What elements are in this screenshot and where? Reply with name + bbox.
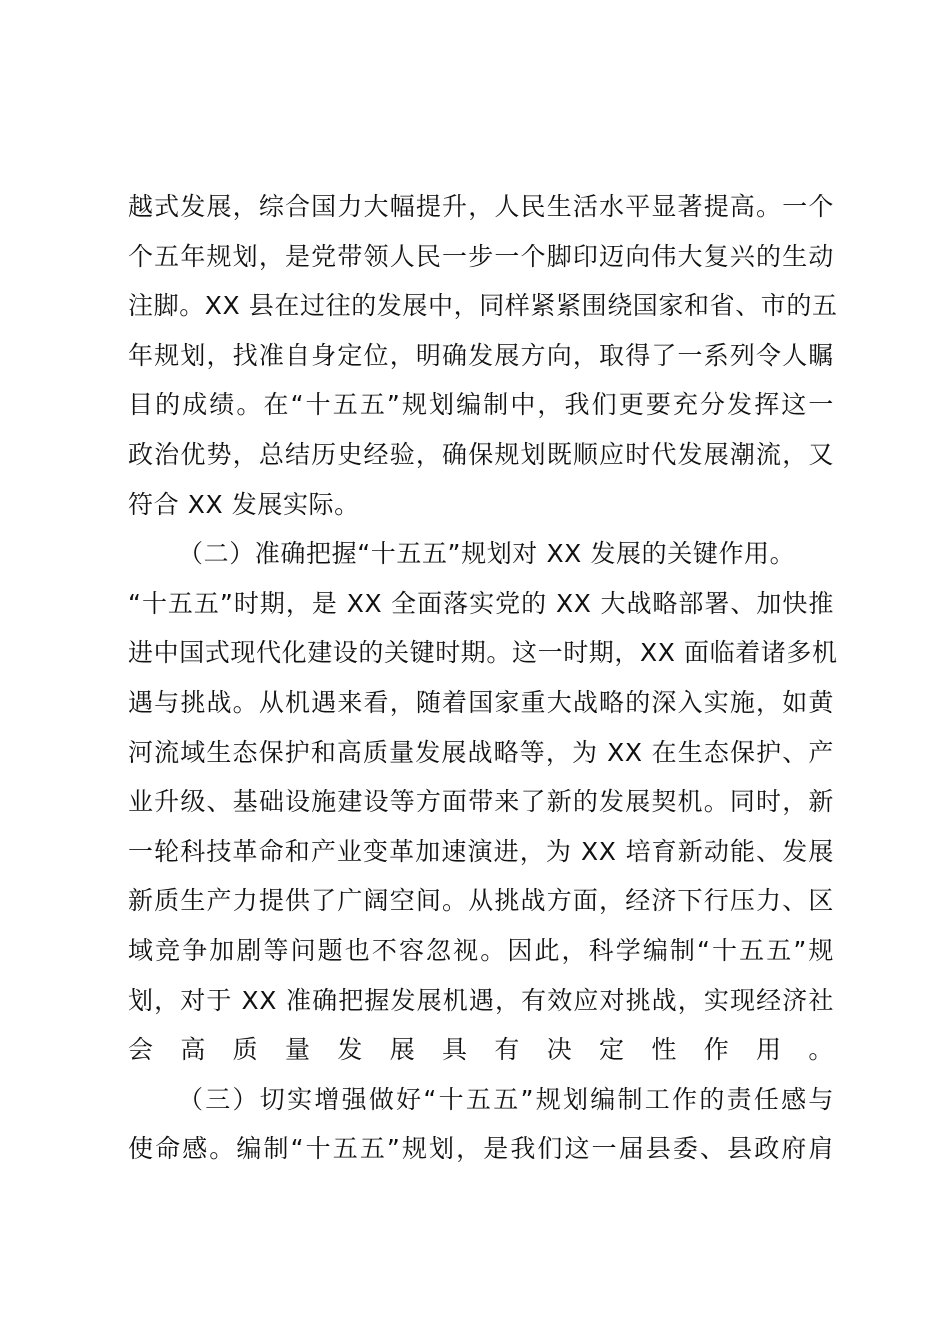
- text-line: 年规划，找准自身定位，明确发展方向，取得了一系列令人瞩: [128, 340, 834, 370]
- text-line: 使命感。编制“十五五”规划，是我们这一届县委、县政府肩: [128, 1134, 834, 1164]
- paragraph-2: [128, 529, 838, 1075]
- text-line: 政治优势，总结历史经验，确保规划既顺应时代发展潮流，又: [128, 439, 834, 469]
- text-line: 进中国式现代化建设的关键时期。这一时期，XX 面临着诸多机: [128, 638, 838, 668]
- text-line: 一轮科技革命和产业变革加速演进，为 XX 培育新动能、发展: [128, 836, 834, 866]
- section-heading-2: （二）准确把握“十五五”规划对 XX 发展的关键作用。: [178, 539, 796, 569]
- text-line: 符合 XX 发展实际。: [128, 489, 360, 519]
- text-line: 新质生产力提供了广阔空间。从挑战方面，经济下行压力、区: [128, 886, 834, 916]
- text-line: 注脚。XX 县在过往的发展中，同样紧紧围绕国家和省、市的五: [128, 291, 838, 321]
- text-line: 河流域生态保护和高质量发展战略等，为 XX 在生态保护、产: [128, 737, 834, 767]
- text-line: 越式发展，综合国力大幅提升，人民生活水平显著提高。一个: [128, 192, 834, 221]
- text-line: 目的成绩。在“十五五”规划编制中，我们更要充分发挥这一: [128, 390, 834, 420]
- paragraph-3: [128, 1075, 834, 1174]
- paragraph-1: [128, 182, 838, 529]
- text-line: 划，对于 XX 准确把握发展机遇，有效应对挑战，实现经济社: [128, 985, 834, 1015]
- text-line: “十五五”时期，是 XX 全面落实党的 XX 大战略部署、加快推: [128, 588, 834, 618]
- section-heading-3: （三）切实增强做好“十五五”规划编制工作的责任感与: [178, 1084, 834, 1114]
- text-line: 业升级、基础设施建设等方面带来了新的发展契机。同时，新: [128, 787, 834, 817]
- text-line: 会高质量发展具有决定性作用。: [128, 1035, 834, 1065]
- text-line: 遇与挑战。从机遇来看，随着国家重大战略的深入实施，如黄: [128, 687, 834, 717]
- document-body: [128, 182, 838, 1174]
- text-line: 域竞争加剧等问题也不容忽视。因此，科学编制“十五五”规: [128, 935, 834, 965]
- text-line: 个五年规划，是党带领人民一步一个脚印迈向伟大复兴的生动: [128, 241, 834, 271]
